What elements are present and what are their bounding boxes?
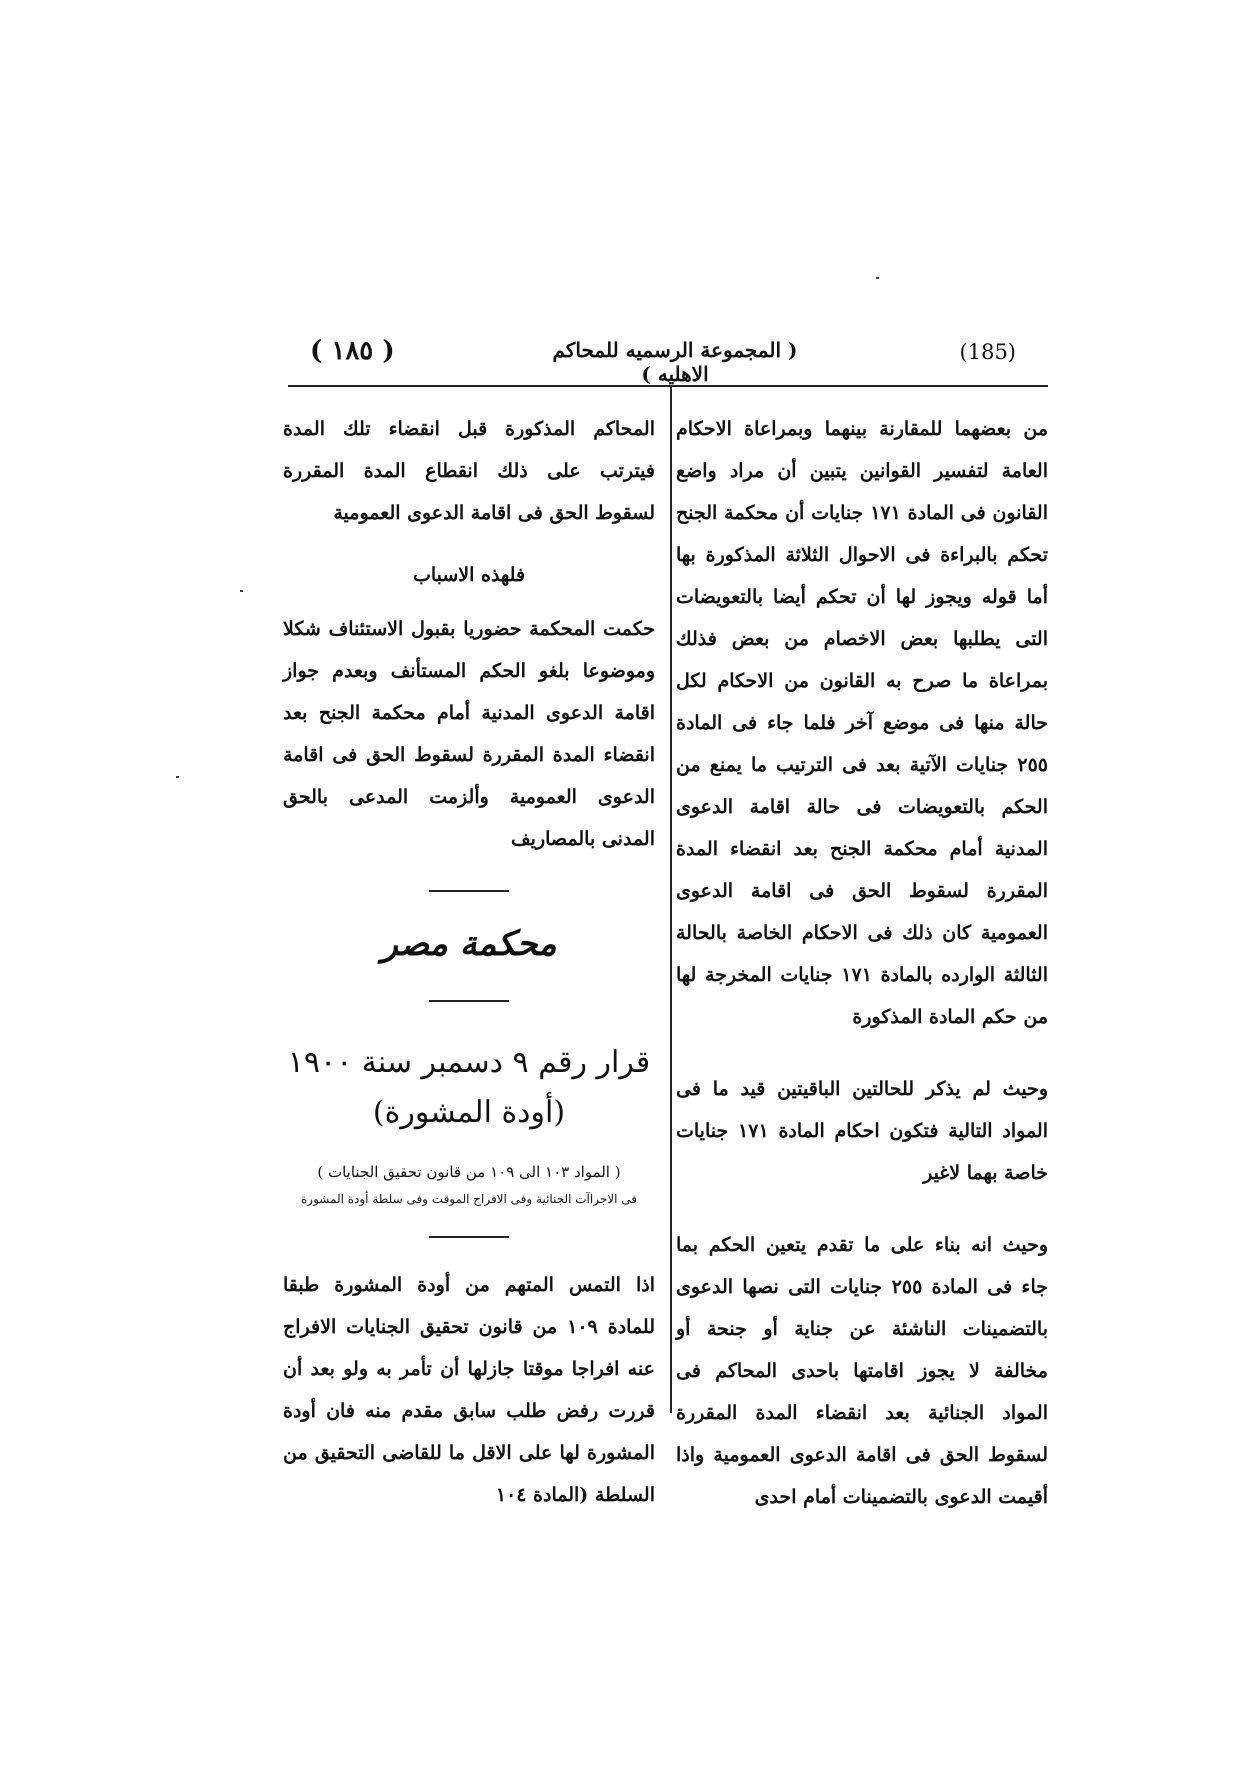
articles-reference: ( المواد ١٠٣ الى ١٠٩ من قانون تحقيق الجنايات ) xyxy=(317,1163,621,1181)
left-column xyxy=(283,408,655,1516)
column-divider xyxy=(670,385,672,1413)
section-rule xyxy=(429,890,509,892)
paragraph: من بعضهما للمقارنة بينهما وبمراعاة الاحكام العامة لتفسير القوانين يتبين أن مراد واضع القانون فى المادة ١٧١ جنايات أن محكمة الجنح تحكم بالبراءة فى الاحوال الثلاثة المذكورة بها أما قوله ويجوز لها أن تحكم أيضا بالتعويضات التى يطلبها بعض الاخصام من بعض فذلك بمراعاة ما صرح به القانون من الاحكام لكل حالة منها فى موضع آخر فلما جاء فى المادة ٢٥٥ جنايات الآتية بعد فى الترتيب ما يمنع من الحكم بالتعويضات فى حالة اقامة الدعوى المدنية أمام محكمة الجنح بعد انقضاء المدة المقررة لسقوط الحق فى اقامة الدعوى العمومية كان ذلك فى الاحكام الخاصة بالحالة الثالثة الوارده بالمادة ١٧١ جنايات المخرجة لها من حكم المادة المذكورة xyxy=(676,418,1049,1028)
right-column xyxy=(676,408,1048,1518)
decision-title: قرار رقم ٩ دسمبر سنة ١٩٠٠ xyxy=(287,1045,651,1080)
paragraph: وحيث انه بناء على ما تقدم يتعين الحكم بما جاء فى المادة ٢٥٥ جنايات التى نصها الدعوى بالتضمينات الناشئة عن جناية أو جنحة أو مخالفة لا يجوز اقامتها باحدى المحاكم فى المواد الجنائية بعد انقضاء المدة المقررة لسقوط الحق فى اقامة الدعوى العمومية واذا أقيمت الدعوى بالتضمينات أمام احدى xyxy=(676,1234,1048,1508)
page-header xyxy=(310,336,1030,386)
reasons-heading: فلهذه الاسباب xyxy=(412,564,526,586)
scan-speck xyxy=(240,590,243,592)
court-name: محكمة مصر xyxy=(381,924,557,964)
decision-subtitle: (أودة المشورة) xyxy=(372,1095,566,1130)
page-number-latin: (185) xyxy=(959,340,1016,364)
running-title: ( المجموعة الرسميه للمحاكم الاهليه ) xyxy=(552,338,798,386)
decision-body: اذا التمس المتهم من أودة المشورة طبقا للمادة ١٠٩ من قانون تحقيق الجنايات الافراج عنه افراجا موقتا جازلها أن تأمر به ولو بعد أن قررت رفض طلب سابق مقدم منه فان أودة المشورة لها على الاقل ما للقاضى التحقيق من السلطة (المادة ١٠٤ xyxy=(283,1274,655,1506)
intro-paragraph: المحاكم المذكورة قبل انقضاء تلك المدة فيترتب على ذلك انقطاع المدة المقررة لسقوط الحق فى اقامة الدعوى العمومية xyxy=(283,418,655,524)
page-number-arabic: ( ١٨٥ ) xyxy=(310,336,395,366)
articles-note: فى الاجراآت الجنائية وفى الافراج الموقت وفى سلطة أودة المشورة xyxy=(301,1192,637,1206)
section-rule xyxy=(429,1000,509,1002)
scan-speck xyxy=(876,277,879,279)
paragraph: وحيث لم يذكر للحالتين الباقيتين قيد ما فى المواد التالية فتكون احكام المادة ١٧١ جنايات خاصة بهما لاغير xyxy=(676,1078,1048,1184)
ruling-paragraph: حكمت المحكمة حضوريا بقبول الاستئناف شكلا وموضوعا بلغو الحكم المستأنف وبعدم جواز اقامة الدعوى المدنية أمام محكمة الجنح بعد انقضاء المدة المقررة لسقوط الحق فى اقامة الدعوى العمومية وألزمت المدعى بالحق المدنى بالمصاريف xyxy=(283,618,655,850)
header-rule xyxy=(288,385,1048,387)
scan-speck xyxy=(176,776,179,778)
